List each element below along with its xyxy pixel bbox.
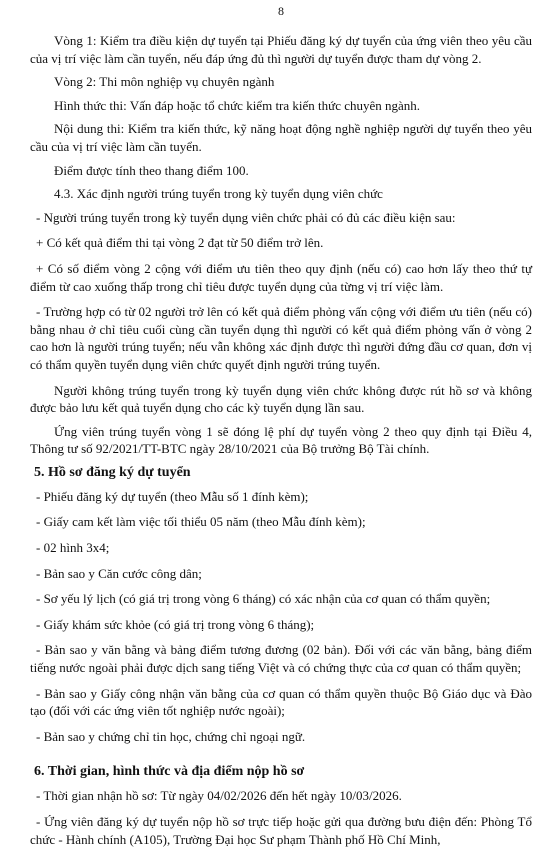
section-4-3-item: + Có số điểm vòng 2 cộng với điểm ưu tiên theo quy định (nếu có) cao hơn lấy theo thứ tự điểm từ cao xuống thấp trong chỉ tiêu được tuyển dụng của từng vị trí việc làm. — [30, 260, 532, 294]
section-5-item: - Giấy cam kết làm việc tối thiểu 05 năm (theo Mẫu đính kèm); — [36, 514, 366, 530]
section-5-item: - Bản sao y Căn cước công dân; — [36, 565, 202, 581]
section-5-heading: 5. Hồ sơ đăng ký dự tuyển — [34, 464, 191, 480]
section-5-item: - Phiếu đăng ký dự tuyển (theo Mẫu số 1 đính kèm); — [36, 488, 309, 504]
section-5-item: - Sơ yếu lý lịch (có giá trị trong vòng 6 tháng) có xác nhận của cơ quan có thẩm quyền; — [36, 591, 491, 607]
round-2-paragraph: Vòng 2: Thi môn nghiệp vụ chuyên ngành — [54, 74, 275, 90]
section-5-item: - Bản sao y văn bằng và bảng điểm tương đương (02 bản). Đối với các văn bằng, bảng điểm tiếng nước ngoài phải được dịch sang tiếng Việt và có chứng thực của cơ quan có thẩm quyền; — [30, 642, 532, 676]
section-6-item: - Ứng viên đăng ký dự tuyển nộp hồ sơ trực tiếp hoặc gửi qua đường bưu điện đến: Phòng Tổ chức - Hành chính (A105), Trường Đại học Sư phạm Thành phố Hồ Chí Minh, — [30, 814, 532, 847]
fee-paragraph: Ứng viên trúng tuyển vòng 1 sẽ đóng lệ phí dự tuyển vòng 2 theo quy định tại Điều 4, Thông tư số 92/2021/TT-BTC ngày 28/10/2021 của Bộ trưởng Bộ Tài chính. — [30, 423, 532, 457]
section-4-3-item: - Trường hợp có từ 02 người trở lên có kết quả điểm phỏng vấn cộng với điểm ưu tiên (nếu có) bằng nhau ở chỉ tiêu cuối cùng cần tuyển dụng thì người có kết quả điểm phỏng vấn ở vòng 2 cao hơn là người trúng tuyển; nếu vẫn không xác định được thì người đứng đầu cơ quan, đơn vị có thẩm quyền tuyển dụng viên chức quyết định người trúng tuyển. — [30, 304, 532, 372]
section-5-item: - 02 hình 3x4; — [36, 540, 110, 556]
section-4-3-item: + Có kết quả điểm thi tại vòng 2 đạt từ 50 điểm trở lên. — [36, 235, 324, 251]
exam-format-paragraph: Hình thức thi: Vấn đáp hoặc tổ chức kiểm tra kiến thức chuyên ngành. — [54, 97, 421, 113]
section-5-item: - Bản sao y chứng chỉ tin học, chứng chỉ ngoại ngữ. — [36, 728, 306, 744]
page-number: 8 — [278, 4, 284, 18]
not-selected-paragraph: Người không trúng tuyển trong kỳ tuyển dụng viên chức không được rút hồ sơ và không được bảo lưu kết quả tuyển dụng cho các kỳ tuyển dụng lần sau. — [30, 382, 532, 416]
score-paragraph: Điểm được tính theo thang điểm 100. — [54, 162, 249, 178]
section-6-item: - Thời gian nhận hồ sơ: Từ ngày 04/02/2026 đến hết ngày 10/03/2026. — [36, 788, 402, 804]
round-1-paragraph: Vòng 1: Kiểm tra điều kiện dự tuyển tại Phiếu đăng ký dự tuyển của ứng viên theo yêu cầu của vị trí việc làm cần tuyển, nếu đáp ứng đủ thì người dự tuyển được tham dự vòng 2. — [30, 33, 532, 66]
section-5-item: - Giấy khám sức khỏe (có giá trị trong vòng 6 tháng); — [36, 616, 315, 632]
section-4-3-item: - Người trúng tuyển trong kỳ tuyển dụng viên chức phải có đủ các điều kiện sau: — [36, 209, 456, 225]
exam-content-paragraph: Nội dung thi: Kiểm tra kiến thức, kỹ năng hoạt động nghề nghiệp người dự tuyển theo yêu cầu của vị trí việc làm cần tuyển. — [30, 121, 532, 154]
section-6-heading: 6. Thời gian, hình thức và địa điểm nộp hồ sơ — [34, 764, 305, 780]
section-5-item: - Bản sao y Giấy công nhận văn bằng của cơ quan có thẩm quyền thuộc Bộ Giáo dục và Đào tạo (đối với các ứng viên tốt nghiệp nước ngoài); — [30, 685, 532, 719]
section-4-3-title: 4.3. Xác định người trúng tuyển trong kỳ tuyển dụng viên chức — [54, 186, 383, 202]
